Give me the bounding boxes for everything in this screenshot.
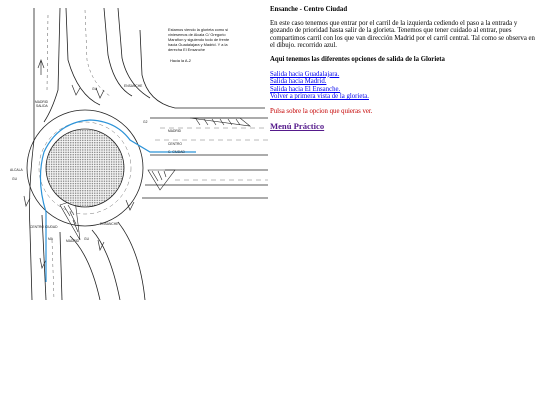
label-madrid-bottom: MADRID [66,239,80,243]
link-ensanche[interactable]: Salida hacia El Ensanche. [270,85,341,93]
label-madrid-left: MADRID [35,100,49,104]
label-ensanche-top: ENSANCHE [124,84,143,88]
page-title: Ensanche - Centro Ciudad [270,6,348,13]
hint-text: Pulsa sobre la opcion que quieras ver. [270,107,373,115]
label-alcala: ALCALA [10,168,23,172]
label-g2: G2 [143,120,148,124]
note-line-5: derecha El Ensanche [168,47,205,52]
label-madrid-left-sub: SALIDA [36,104,48,108]
label-ensanche-bottom: ENSANCHE [100,222,119,226]
label-c-ciudad: C. CIUDAD [168,150,185,154]
label-madrid-right: MADRID [168,129,182,133]
content-panel [270,6,535,130]
menu-practico-link[interactable]: Menú Práctico [270,120,325,131]
label-centro: CENTRO [168,142,182,146]
roundabout-center-island [46,129,124,207]
note-line-1: Estamos viendo la glorieta como si [168,27,229,32]
roundabout-diagram [0,0,268,300]
options-heading: Aqui tenemos las diferentes opciones de salida de la Glorieta [270,55,445,63]
link-guadalajara[interactable]: Salida hacia Guadalajara. [270,70,340,78]
link-first-view[interactable]: Volver a primera vista de la glorieta. [270,93,369,101]
link-madrid[interactable]: Salida hacia Madrid. [270,78,327,86]
label-ma: MA [48,237,53,241]
label-centro-ciudad: CENTRO CIUDAD [30,225,58,229]
note-line-4: hacia Guadalajara y Madrid. Y a la [168,42,228,47]
label-gu-bottom: GU [84,237,89,241]
road-label-a2: Hacia la A-2 [170,58,191,63]
intro-text: En este caso tenemos que entrar por el carril de la izquierda cediendo el paso a la entrada y gozando de prioridad hasta salir de la glorieta. Tenemos que tener cuidado al entrar, pues compartimos carril con los que van dirección Madrid por el carril central. Tal como se observa en el dibujo. recorrido azul. [270,19,535,50]
label-g2-top: GU [92,87,97,91]
exit-links [270,71,535,101]
note-line-2: viniesemos de Alcala C/ Gregorio [168,32,226,37]
label-gu: GU [12,177,17,181]
note-line-3: Marañon y siguiendo todo de frente [168,37,230,42]
